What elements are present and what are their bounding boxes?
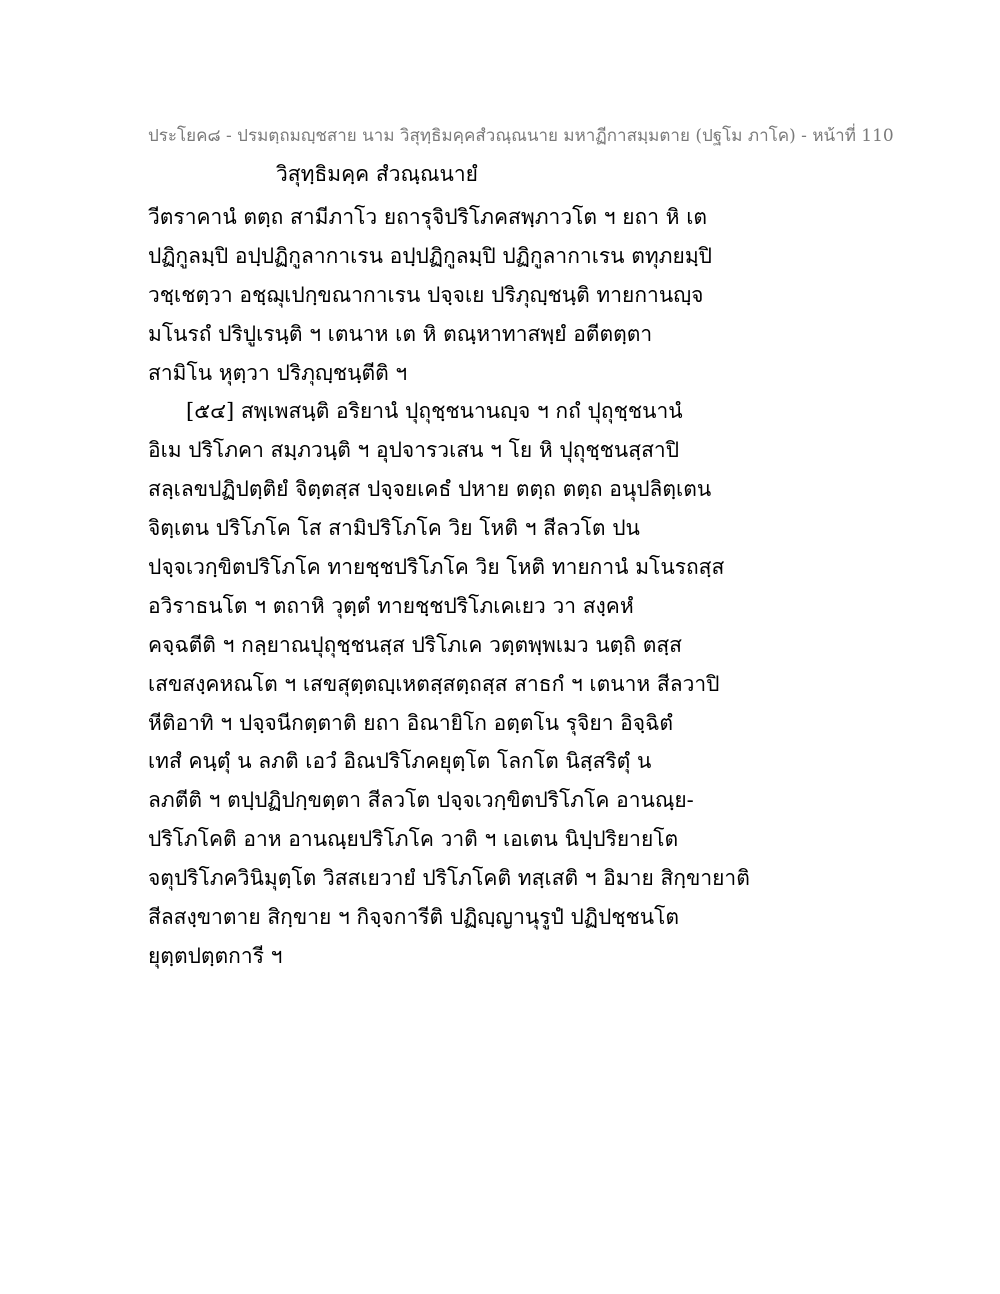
- text-line: วีตราคานํ ตตฺถ สามีภาโว ยถารุจิปริโภคสพฺภาวโต ฯ ยถา หิ เต: [148, 205, 708, 229]
- paragraph-start-line: [๕๔] สพฺเพสนฺติ อริยานํ ปุถุชฺชนานญฺจ ฯ กถํ ปุถุชฺชนานํ: [186, 399, 683, 424]
- text-line: ลภตีติ ฯ ตปฺปฏิปกฺขตฺตา สีลวโต ปจฺจเวกฺขิตปริโภโค อานณฺย-: [148, 788, 694, 813]
- body-text: [148, 198, 750, 976]
- text-line: อิเม ปริโภคา สมฺภวนฺติ ฯ อุปจารวเสน ฯ โย หิ ปุถุชฺชนสฺสาปิ: [148, 438, 680, 463]
- text-line: มโนรถํ ปริปูเรนฺติ ฯ เตนาห เต หิ ตณฺหาทาสพฺยํ อตีตตฺตา: [148, 321, 653, 346]
- text-line: เทสํ คนฺตุํ น ลภติ เอวํ อิณปริโภคยุตฺโต โลกโต นิสฺสริตุํ น: [148, 749, 652, 774]
- text-line: สลฺเลขปฏิปตฺติยํ จิตฺตสฺส ปจฺจยเคธํ ปหาย ตตฺถ ตตฺถ อนุปลิตฺเตน: [148, 477, 712, 502]
- section-title: วิสุทฺธิมคฺค สํวณฺณนายํ: [276, 162, 478, 186]
- text-line: อวิราธนโต ฯ ตถาหิ วุตฺตํ ทายชฺชปริโภเคเยว วา สงฺคหํ: [148, 593, 634, 618]
- text-line: สีลสงฺขาตาย สิกฺขาย ฯ กิจฺจการีติ ปฏิญฺญานุรูปํ ปฏิปชฺชนโต: [148, 905, 680, 930]
- text-line: วชฺเชตฺวา อชฺฌุเปกฺขณากาเรน ปจฺจเย ปริภุญฺชนฺติ ทายกานญฺจ: [148, 282, 704, 307]
- text-line: เสขสงฺคหณโต ฯ เสขสุตฺตญฺเหตสฺสตฺถสฺส สาธกํ ฯ เตนาห สีลวาปิ: [148, 671, 720, 696]
- text-line: ปริโภโคติ อาห อานณฺยปริโภโค วาติ ฯ เอเตน นิปฺปริยายโต: [148, 827, 679, 852]
- text-line: ปฏิกูลมฺปิ อปฺปฏิกูลากาเรน อปฺปฏิกูลมฺปิ ปฏิกูลากาเรน ตทุภยมฺปิ: [148, 243, 713, 268]
- text-line: สามิโน หุตฺวา ปริภุญฺชนฺตีติ ฯ: [148, 360, 408, 385]
- text-line: จิตฺเตน ปริโภโค โส สามิปริโภโค วิย โหติ ฯ สีลวโต ปน: [148, 516, 640, 541]
- text-line: หีติอาทิ ฯ ปจฺจนีกตฺตาติ ยถา อิณายิโก อตฺตโน รุจิยา อิจฺฉิตํ: [148, 710, 674, 735]
- running-header: ประโยค๘ - ปรมตฺถมญฺชสาย นาม วิสุทฺธิมคฺคสํวณฺณนาย มหาฏีกาสมฺมตาย (ปฐโม ภาโค) - หน้าที่ 110: [148, 126, 894, 146]
- text-line: คจฺฉตีติ ฯ กลฺยาณปุถุชฺชนสฺส ปริโภเค วตฺตพฺพเมว นตฺถิ ตสฺส: [148, 632, 682, 657]
- text-line: ปจฺจเวกฺขิตปริโภโค ทายชฺชปริโภโค วิย โหติ ทายกานํ มโนรถสฺส: [148, 555, 725, 580]
- text-line: ยุตฺตปตฺตการี ฯ: [148, 943, 283, 968]
- text-line: จตุปริโภควินิมุตฺโต วิสสเยวายํ ปริโภโคติ ทสฺเสติ ฯ อิมาย สิกฺขายาติ: [148, 866, 750, 891]
